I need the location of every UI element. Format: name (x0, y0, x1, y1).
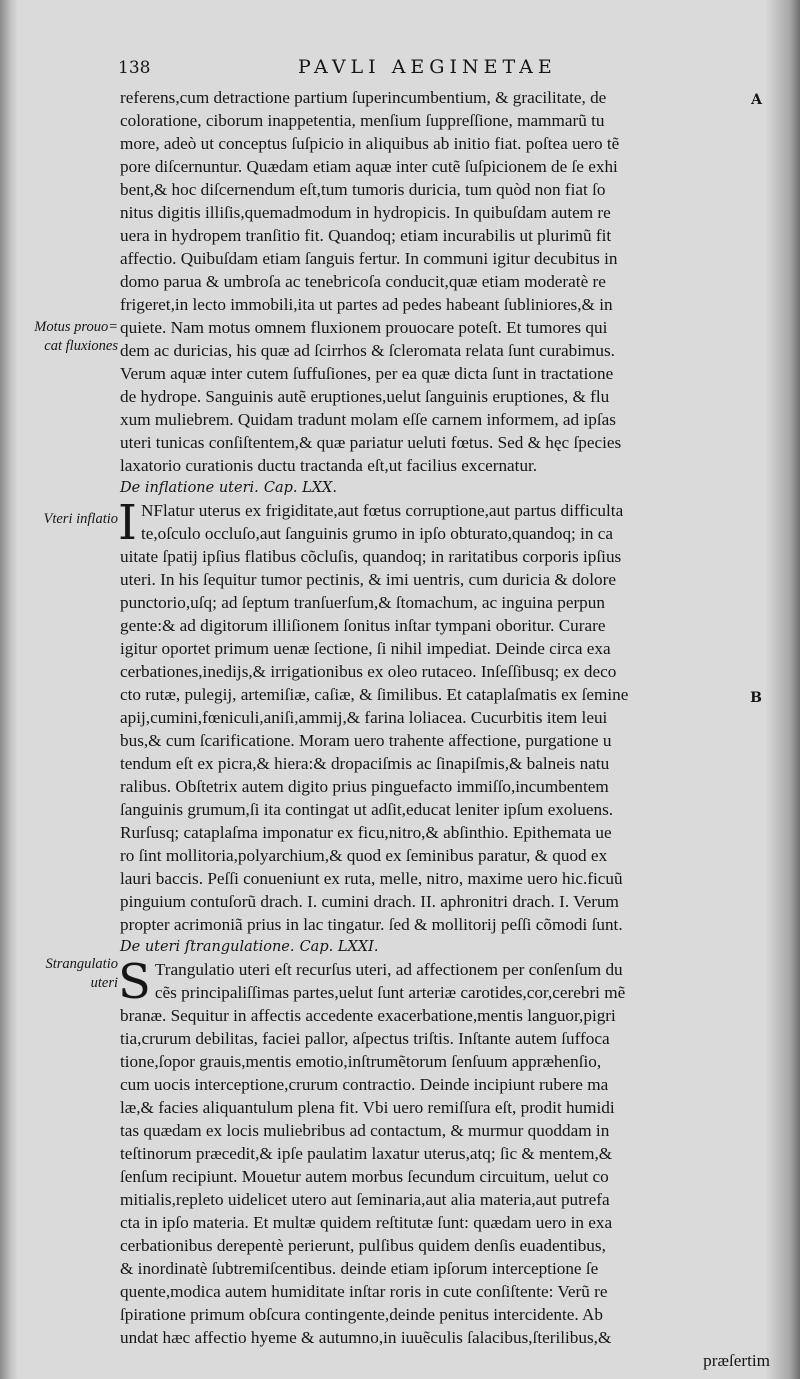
margin-note-strangulatio (26, 955, 118, 993)
text-line: branæ. Sequitur in affectis accedente exacerbatione,mentis languor,pigri (120, 1006, 616, 1025)
text-line: bent,& hoc diſcernendum eſt,tum tumoris duricia, tum quòd non fiat ſo (120, 180, 606, 199)
text-line: Trangulatio uteri eſt recurſus uteri, ad affectionem per conſenſum du (154, 960, 623, 979)
text-line: de hydrope. Sanguinis autẽ eruptiones,uelut ſanguinis eruptiones, & flu (120, 387, 610, 406)
text-line: quente,modica autem humiditate inſtar roris in cute conſiſtente: Verũ re (120, 1282, 608, 1301)
text-line: mitialis,repleto uidelicet utero aut ſeminaria,aut alia materia,aut putrefa (120, 1190, 610, 1209)
margin-note-line: cat fluxiones (44, 338, 118, 354)
text-line: propter acrimoniã prius in lac tingatur. ſed & mollitorij peſſi cõmodi ſunt. (120, 915, 623, 934)
page-edge-shadow (766, 0, 800, 1379)
chapter-number: Cap. LXX. (263, 480, 337, 496)
text-line: quiete. Nam motus omnem fluxionem prouocare poteſt. Et tumores qui (120, 318, 608, 337)
text-line: & inordinatè ſubtremiſcentibus. deinde etiam ipſorum interceptione ſe (120, 1259, 599, 1278)
text-line: referens,cum detractione partium ſuperincumbentium, & gracilitate, de (120, 88, 607, 107)
text-line: dem ac duricias, his quæ ad ſcirrhos & ſcleromata relata ſunt curabimus. (120, 341, 615, 360)
text-line: nitus digitis illiſis,quemadmodum in hydropicis. In quibuſdam autem re (120, 203, 611, 222)
text-line: ralibus. Obſtetrix autem digito prius pinguefacto immiſſo,incumbentem (120, 777, 609, 796)
running-title: PAVLI AEGINETAE (298, 56, 557, 78)
text-line: uteri. In his ſequitur tumor pectinis, & imi uentris, cum duricia & dolore (120, 570, 616, 589)
text-line: lauri baccis. Peſſi conueniunt ex ruta, melle, nitro, maxime uero hic.ficuũ (120, 869, 623, 888)
text-line: uitate ſpatij ipſius flatibus cõcluſis, quandoq; in raritatibus corporis ipſius (120, 547, 622, 566)
text-line: pore diſcernuntur. Quædam etiam aquæ inter cutẽ ſuſpicionem de ſe exhi (120, 157, 618, 176)
text-line: cerbationibus derepentè perierunt, pulſibus quidem denſis euadentibus, (120, 1236, 606, 1255)
text-line: punctorio,uſq; ad ſeptum tranſuerſum,& ſtomachum, ac inguina perpun (120, 593, 605, 612)
chapter-title: De inflatione uteri. (120, 480, 259, 496)
text-line: tia,crurum debilitas, faciei pallor, aſpectus triſtis. Inſtante autem ſuffoca (120, 1029, 610, 1048)
text-line: uteri tunicas conſiſtentem,& quæ pariatur ueluti fœtus. Sed & hęc ſpecies (120, 433, 622, 452)
text-line: uera in hydropem tranſitio fit. Quandoq; etiam incurabilis ut plurimũ fit (120, 226, 612, 245)
text-line: laxatorio curationis ductu tractanda eſt,ut facilius excernatur. (120, 456, 538, 475)
text-line: præſertim (703, 1351, 770, 1370)
text-line: cta in ipſo materia. Et multæ quidem reſtitutæ ſunt: quædam uero in exa (120, 1213, 613, 1232)
section-mola (120, 86, 770, 477)
chapter-number: Cap. LXXI. (299, 939, 379, 955)
text-line: pinguium contuſorũ drach. I. cumini drach. II. aphronitri drach. I. Verum (120, 892, 619, 911)
section-strangulatio-lines (118, 954, 770, 1372)
text-line: gente:& ad digitorum illiſionem ſonitus inſtar tympani oboritur. Curare (120, 616, 606, 635)
chapter-heading-70 (120, 477, 770, 499)
text-line: ſpiratione primum obſcura contingente,deinde penitus intercidente. Ab (120, 1305, 604, 1324)
text-line: tas quædam ex locis muliebribus ad contactum, & murmur quoddam in (120, 1121, 610, 1140)
margin-note-uteri-inflatio (26, 510, 118, 529)
text-line: xum muliebrem. Quidam tradunt molam eſſe carnem informem, ad ipſas (120, 410, 616, 429)
margin-note-line: uteri (90, 975, 118, 991)
side-letter-b: B (750, 690, 762, 706)
page-binding-shadow (0, 0, 18, 1379)
section-strangulatio (118, 954, 770, 1372)
text-line: more, adeò ut conceptus ſuſpicio in aliquibus ab initio fiat. poſtea uero tẽ (120, 134, 620, 153)
text-line: læ,& facies aliquantulum plena fit. Vbi uero remiſſura eſt, prodit humidi (120, 1098, 615, 1117)
text-line: apij,cumini,fœniculi,aniſi,ammij,& farina loliacea. Cucurbitis item leui (120, 708, 608, 727)
text-line: ſanguinis grumum,ſi ita contingat ut adſit,educat leniter ipſum exoluens. (120, 800, 614, 819)
text-line: Verum aquæ inter cutem ſuffuſiones, per ea quæ dicta ſunt in tractatione (120, 364, 614, 383)
text-line: cẽs principaliſſimas partes,uelut ſunt arteriæ carotides,cor,cerebri mẽ (154, 983, 626, 1002)
chapter-title: De uteri ſtrangulatione. (120, 939, 295, 955)
margin-note-line: Vteri inflatio (43, 511, 118, 527)
page-header (118, 54, 768, 82)
chapter-heading-71 (120, 936, 770, 958)
section-inflatio (118, 495, 770, 936)
margin-note-line: Motus prouo= (34, 319, 118, 335)
text-line: tendum eſt ex picra,& hiera:& dropaciſmis ac ſinapiſmis,& balneis natu (120, 754, 610, 773)
main-text (120, 86, 770, 1372)
text-line: igitur oportet primum uenæ ſectione, ſi nihil impediat. Deinde circa exa (120, 639, 611, 658)
drop-cap: S (118, 954, 151, 1010)
text-line: domo parua & umbroſa ac tenebricoſa conducit,quæ etiam moderatè re (120, 272, 606, 291)
page-number: 138 (118, 58, 151, 78)
margin-note-line: Strangulatio (45, 956, 118, 972)
text-line: coloratione, ciborum inappetentia, menſium ſuppreſſione, mammarũ tu (120, 111, 605, 130)
text-line: tione,ſopor grauis,mentis emotio,inſtrumẽtorum ſenſuum appræhenſio, (120, 1052, 602, 1071)
text-line: te,oſculo occluſo,aut ſanguinis grumo in ipſo obturato,quandoq; in ca (140, 524, 614, 543)
text-line: bus,& cum ſcarificatione. Moram uero trahente affectione, purgatione u (120, 731, 612, 750)
text-line: Rurſusq; cataplaſma imponatur ex ficu,nitro,& abſinthio. Epithemata ue (120, 823, 612, 842)
text-line: NFlatur uterus ex frigiditate,aut fœtus corruptione,aut partus difficulta (140, 501, 624, 520)
text-line: cum uocis interceptione,crurum contractio. Deinde incipiunt rubere ma (120, 1075, 609, 1094)
text-line: cto rutæ, pulegij, artemiſiæ, caſiæ, & ſimilibus. Et cataplaſmatis ex ſemine (120, 685, 629, 704)
margin-note-motus (26, 318, 118, 356)
drop-cap: I (118, 495, 137, 551)
section-inflatio-lines (118, 495, 770, 936)
text-line: undat hæc affectio hyeme & autumno,in iuuẽculis ſalacibus,ſterilibus,& (120, 1328, 612, 1347)
text-line: ro ſint mollitoria,polyarchium,& quod ex ſeminibus paratur, & quod ex (120, 846, 608, 865)
text-line: affectio. Quibuſdam etiam ſanguis fertur. In communi igitur decubitus in (120, 249, 618, 268)
text-line: ſenſum recipiunt. Mouetur autem morbus ſecundum circuitum, uelut co (120, 1167, 609, 1186)
text-line: frigeret,in lecto immobili,ita ut partes ad pedes habeant ſubliniores,& in (120, 295, 613, 314)
text-line: cerbationes,inedijs,& irrigationibus ex oleo rutaceo. Inſeſſibusq; ex deco (120, 662, 617, 681)
side-letter-a: A (751, 92, 762, 108)
text-line: teſtinorum præcedit,& ipſe paulatim laxatur uterus,atq; ſic & mentem,& (120, 1144, 613, 1163)
